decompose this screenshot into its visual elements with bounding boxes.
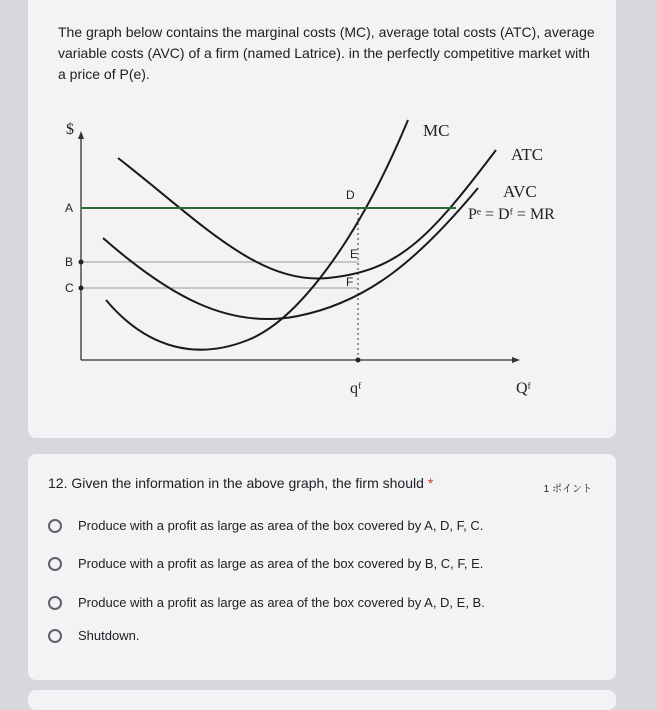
point-b-dot — [79, 260, 84, 265]
radio-icon[interactable] — [48, 557, 62, 571]
label-b: B — [65, 255, 74, 269]
radio-icon[interactable] — [48, 629, 62, 643]
point-c-dot — [79, 286, 84, 291]
option-1-label: Produce with a profit as large as area of the box covered by A, D, F, C. — [78, 518, 484, 533]
label-x-axis: Qᶠ — [516, 380, 531, 397]
required-mark: * — [427, 475, 434, 491]
question-title-text: 12. Given the information in the above graph, the firm should — [48, 475, 424, 491]
y-axis-arrow — [78, 131, 84, 139]
y-axis-symbol: $ — [66, 121, 74, 138]
label-a: A — [65, 201, 74, 215]
quantity-dot — [356, 358, 361, 363]
points-badge: 1 ポイント — [543, 484, 592, 495]
question-card — [28, 454, 616, 680]
label-avc: AVC — [503, 182, 537, 201]
graph-card — [28, 0, 616, 438]
option-4[interactable] — [48, 628, 139, 643]
option-1[interactable] — [48, 518, 483, 533]
question-title — [48, 475, 433, 491]
next-card — [28, 690, 616, 710]
option-2-label: Produce with a profit as large as area of the box covered by B, C, F, E. — [78, 556, 484, 571]
x-axis-arrow — [512, 357, 520, 363]
label-f: F — [346, 275, 354, 289]
option-2[interactable] — [48, 556, 483, 571]
label-e: E — [350, 247, 359, 261]
mc-curve — [106, 120, 408, 350]
option-4-label: Shutdown. — [78, 628, 140, 643]
label-atc: ATC — [511, 145, 544, 164]
label-c: C — [65, 281, 74, 295]
label-mc: MC — [423, 121, 450, 140]
option-3[interactable] — [48, 595, 485, 610]
radio-icon[interactable] — [48, 519, 62, 533]
radio-icon[interactable] — [48, 596, 62, 610]
option-3-label: Produce with a profit as large as area of the box covered by A, D, E, B. — [78, 595, 485, 610]
cost-curves-graph — [28, 0, 616, 438]
atc-curve — [118, 150, 496, 279]
label-d: D — [346, 188, 355, 202]
question-description: The graph below contains the marginal costs (MC), average total costs (ATC), average variable costs (AVC) of a firm (named Latrice). in the perfectly competitive market with a price of P(e). — [58, 24, 595, 82]
label-quantity: qᶠ — [350, 380, 362, 397]
label-price-line: Pᵉ = Dᶠ = MR — [468, 206, 555, 223]
